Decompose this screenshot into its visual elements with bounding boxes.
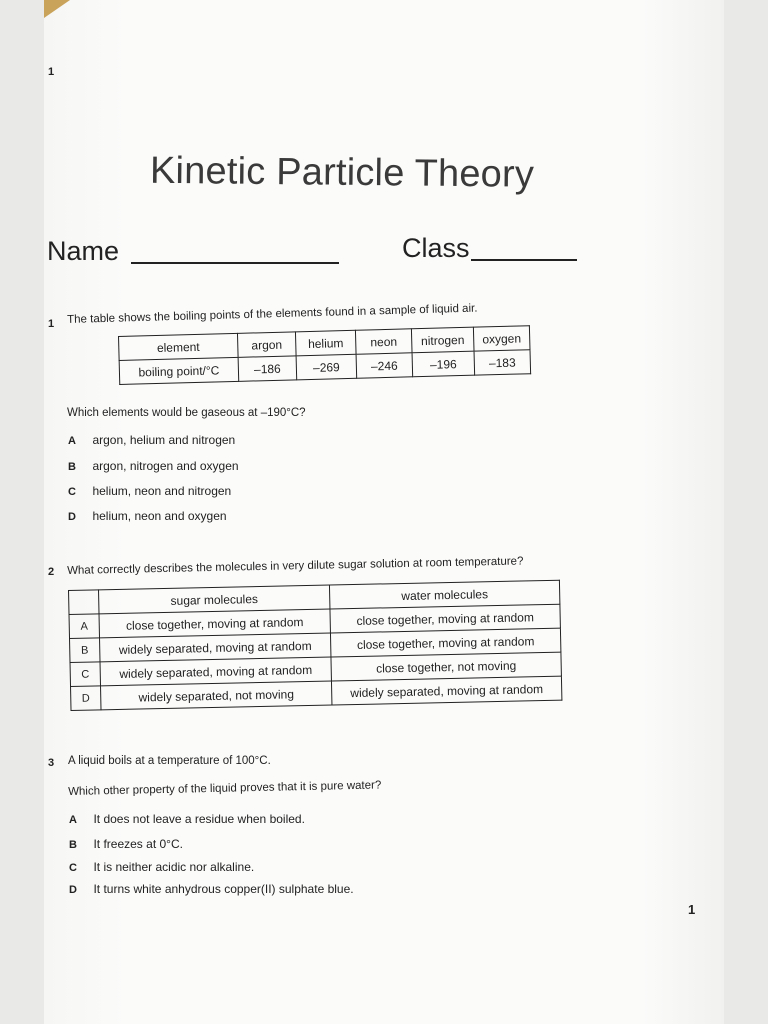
q2-text: What correctly describes the molecules in very dilute sugar solution at room temperature?	[67, 555, 524, 577]
option-text: It turns white anhydrous copper(II) sulphate blue.	[93, 882, 354, 896]
option-text: It freezes at 0°C.	[93, 837, 183, 851]
option-letter: C	[68, 486, 76, 498]
table-cell: B	[70, 638, 100, 663]
q3-option-d	[69, 880, 354, 898]
page-top-number: 1	[48, 66, 55, 78]
table-cell: close together, moving at random	[99, 609, 330, 638]
option-letter: B	[68, 461, 76, 473]
table-cell: oxygen	[473, 326, 530, 351]
q1-option-b	[68, 457, 239, 475]
option-letter: D	[69, 884, 77, 896]
table-header: water molecules	[329, 580, 559, 609]
class-label: Class	[402, 233, 470, 263]
table-cell: close together, moving at random	[330, 604, 560, 633]
option-text: It does not leave a residue when boiled.	[93, 812, 305, 826]
option-text: argon, nitrogen and oxygen	[92, 459, 239, 473]
option-letter: D	[68, 511, 76, 523]
table-cell: –246	[356, 353, 413, 378]
q3-number: 3	[48, 757, 55, 769]
q3-option-b	[69, 835, 183, 853]
option-letter: A	[68, 435, 76, 447]
table-cell: widely separated, moving at random	[331, 676, 561, 705]
class-field-line	[471, 259, 577, 261]
table-cell: close together, moving at random	[330, 628, 560, 657]
q3-text: A liquid boils at a temperature of 100°C.	[68, 755, 271, 767]
table-cell: –196	[412, 351, 475, 377]
table-cell: close together, not moving	[331, 652, 561, 681]
option-letter: B	[69, 839, 77, 851]
table-cell: A	[69, 614, 99, 639]
page-title: Kinetic Particle Theory	[149, 149, 535, 196]
option-text: helium, neon and nitrogen	[92, 484, 232, 498]
table-cell: –269	[296, 354, 357, 380]
option-text: helium, neon and oxygen	[92, 509, 227, 523]
table-header: sugar molecules	[99, 585, 330, 614]
page-footer-number: 1	[688, 902, 696, 917]
table-cell: widely separated, moving at random	[100, 633, 331, 662]
option-text: It is neither acidic nor alkaline.	[93, 860, 255, 874]
table-cell: –183	[474, 350, 531, 375]
table-cell: widely separated, not moving	[101, 681, 332, 710]
table-cell: widely separated, moving at random	[100, 657, 331, 686]
q3-question: Which other property of the liquid proves that it is pure water?	[68, 779, 382, 798]
option-text: argon, helium and nitrogen	[92, 433, 236, 447]
table-cell: nitrogen	[411, 327, 474, 353]
q3-option-a	[69, 810, 305, 828]
option-letter: C	[69, 862, 77, 874]
table-cell: D	[71, 686, 101, 711]
q3-option-c	[69, 858, 254, 876]
table-cell: C	[70, 662, 100, 687]
name-field-line	[131, 262, 339, 264]
q1-number: 1	[48, 318, 55, 330]
q2-molecules-table	[68, 580, 562, 711]
q1-text: The table shows the boiling points of the elements found in a sample of liquid air.	[67, 302, 478, 326]
table-cell: helium	[295, 330, 356, 356]
option-letter: A	[69, 814, 77, 826]
table-header	[69, 590, 99, 615]
q1-option-c	[68, 482, 231, 500]
table-header: boiling point/°C	[119, 357, 239, 384]
q1-option-d	[68, 507, 227, 525]
name-label: Name	[47, 236, 120, 266]
q1-option-a	[68, 431, 235, 449]
corner-mark	[44, 0, 70, 18]
q1-question: Which elements would be gaseous at –190°C?	[67, 407, 306, 419]
table-cell: argon	[237, 332, 296, 358]
table-cell: –186	[238, 356, 297, 382]
q2-number: 2	[48, 566, 55, 578]
table-cell: neon	[355, 329, 412, 354]
table-header: element	[119, 333, 239, 360]
